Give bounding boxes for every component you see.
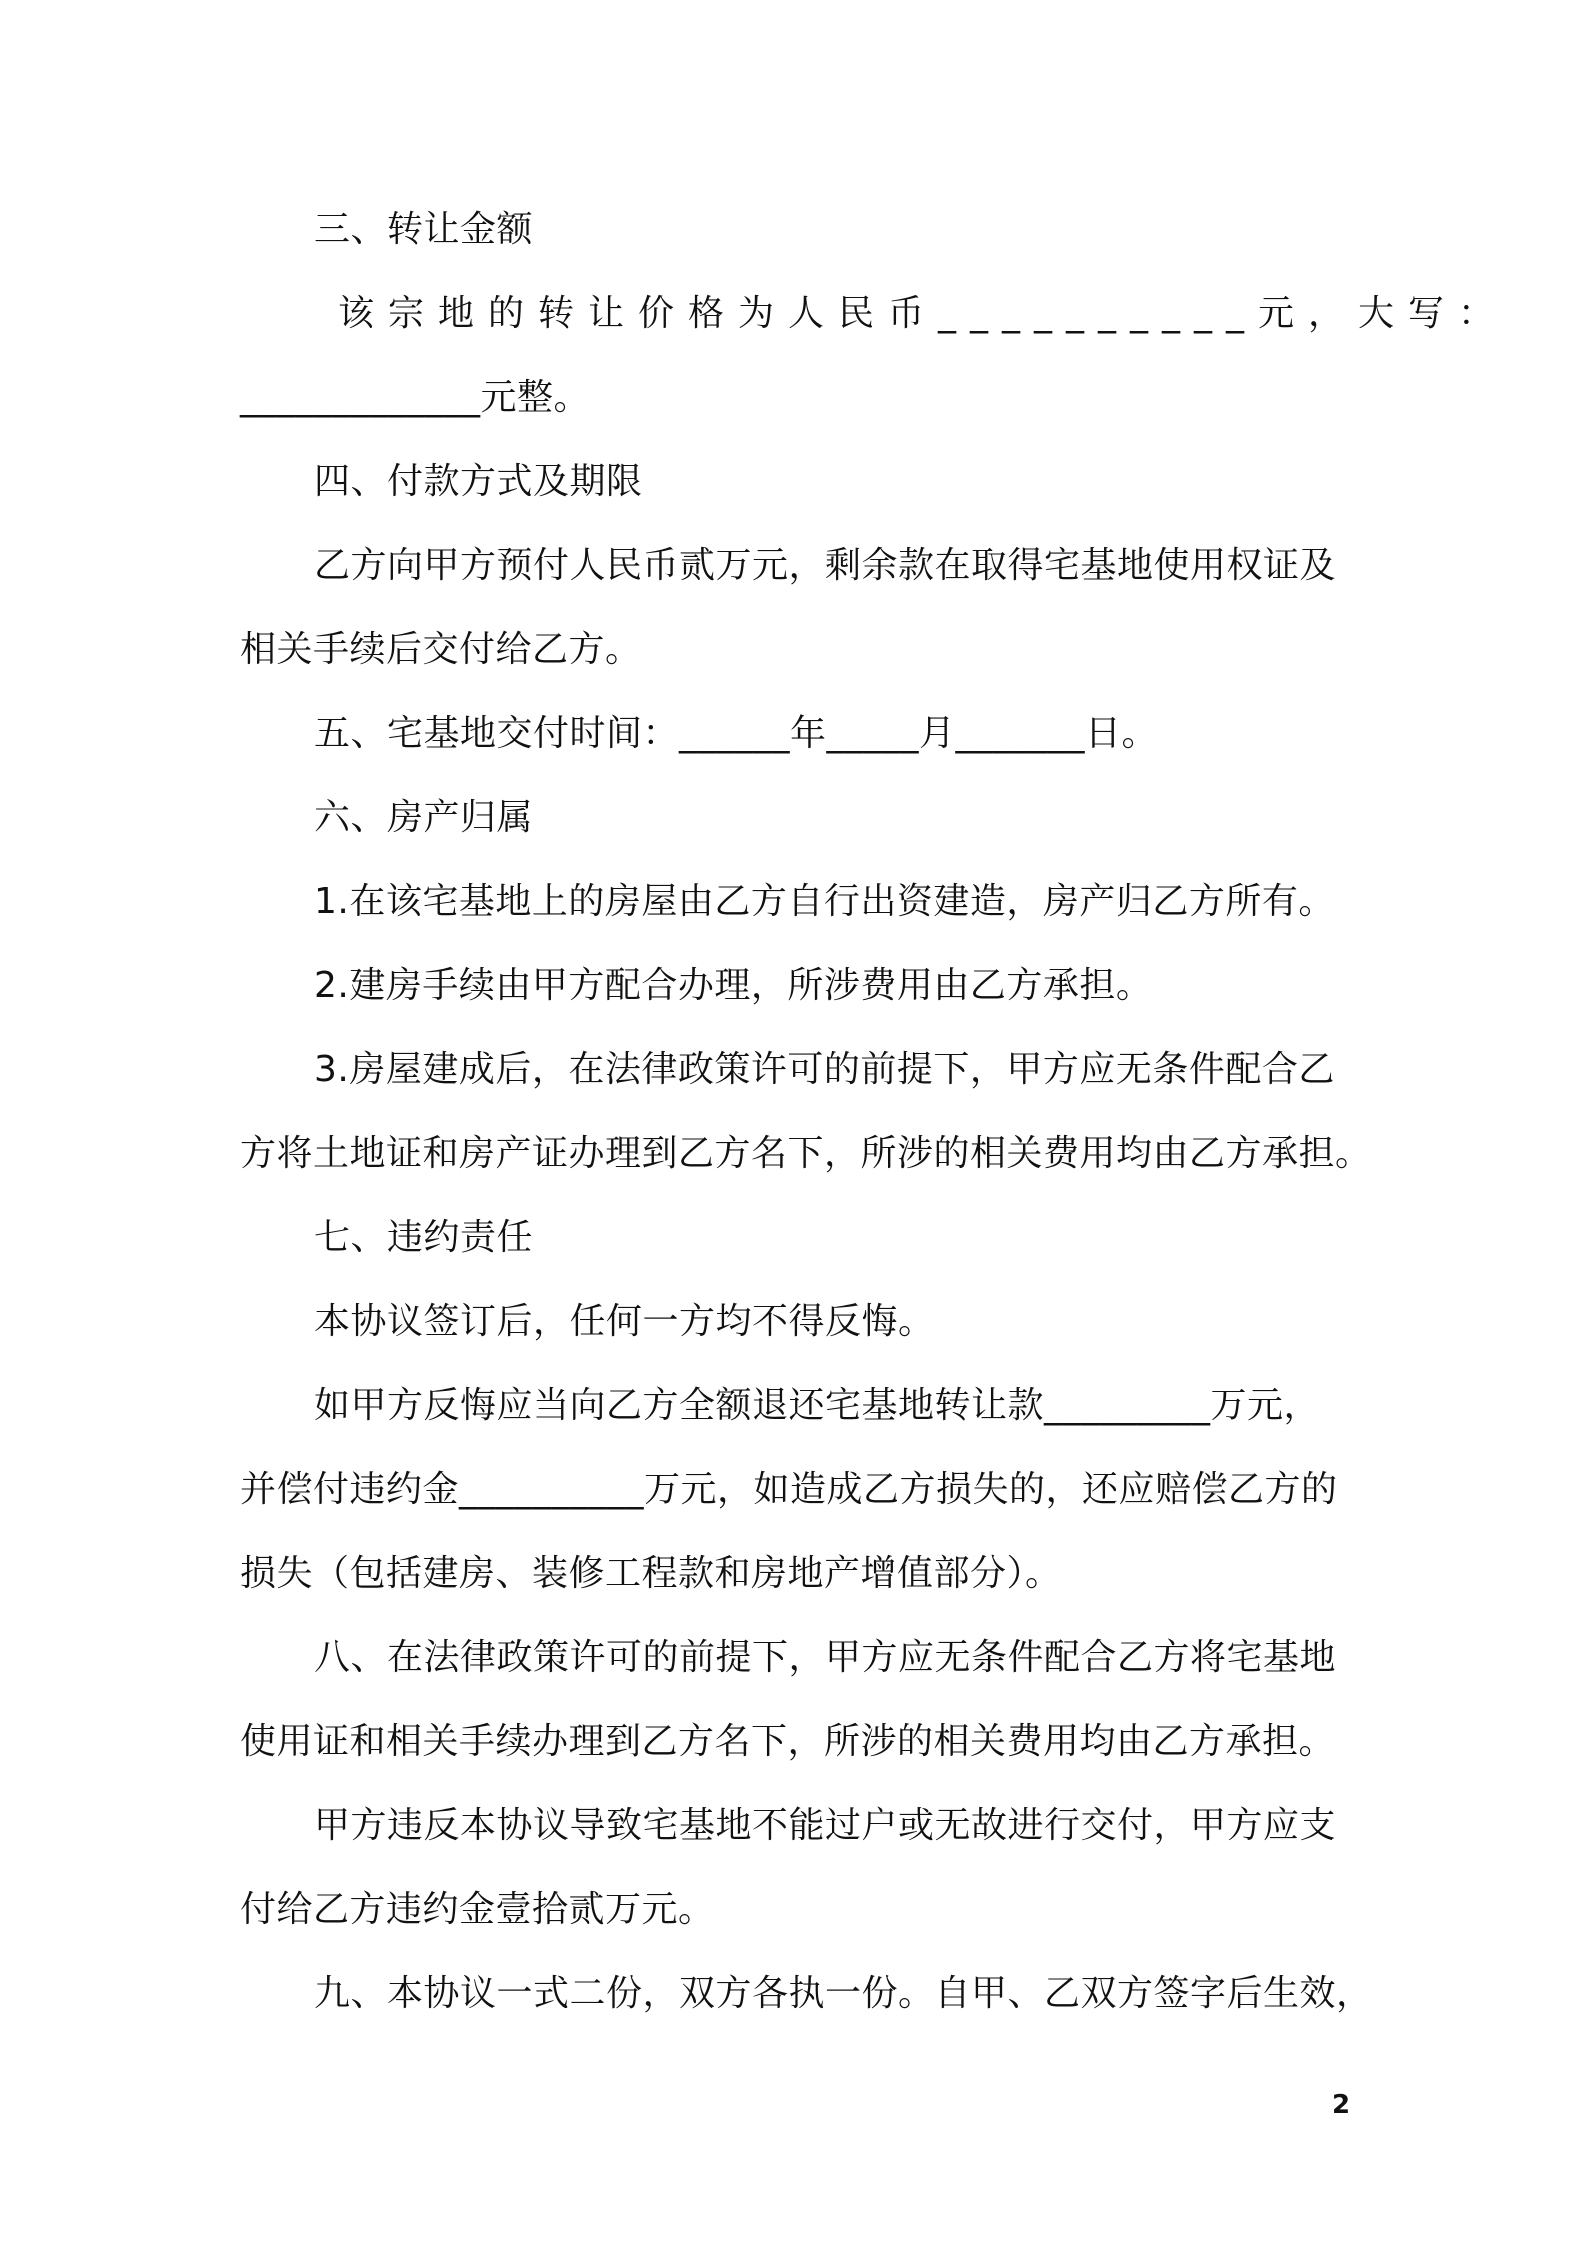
page-number: 2	[1332, 2090, 1351, 2120]
paragraph-line: 该宗地的转让价格为人民币__________元，大写：	[338, 293, 1509, 334]
paragraph-line: 乙方向甲方预付人民币贰万元，剩余款在取得宅基地使用权证及	[314, 545, 1337, 586]
section-heading-5: 五、宅基地交付时间：______年_____月_______日。	[314, 713, 1159, 754]
paragraph-line: _____________元整。	[240, 377, 591, 418]
paragraph-line: 1.在该宅基地上的房屋由乙方自行出资建造，房产归乙方所有。	[314, 881, 1335, 922]
paragraph-line: 方将土地证和房产证办理到乙方名下，所涉的相关费用均由乙方承担。	[240, 1133, 1372, 1174]
paragraph-line: 并偿付违约金__________万元，如造成乙方损失的，还应赔偿乙方的	[240, 1469, 1338, 1510]
section-heading-7: 七、违约责任	[314, 1217, 534, 1258]
paragraph-line: 2.建房手续由甲方配合办理，所涉费用由乙方承担。	[314, 965, 1153, 1006]
paragraph-line: 损失（包括建房、装修工程款和房地产增值部分）。	[240, 1553, 1062, 1594]
paragraph-line: 3.房屋建成后，在法律政策许可的前提下，甲方应无条件配合乙	[314, 1049, 1335, 1090]
paragraph-line: 相关手续后交付给乙方。	[240, 629, 642, 670]
section-heading-9: 九、本协议一式二份，双方各执一份。自甲、乙双方签字后生效，	[314, 1973, 1373, 2014]
section-heading-6: 六、房产归属	[314, 797, 534, 838]
section-heading-8: 八、在法律政策许可的前提下，甲方应无条件配合乙方将宅基地	[314, 1637, 1337, 1678]
section-heading-4: 四、付款方式及期限	[314, 461, 643, 502]
paragraph-line: 本协议签订后，任何一方均不得反悔。	[314, 1301, 935, 1342]
paragraph-line: 如甲方反悔应当向乙方全额退还宅基地转让款_________万元，	[314, 1385, 1321, 1426]
paragraph-line: 使用证和相关手续办理到乙方名下，所涉的相关费用均由乙方承担。	[240, 1721, 1336, 1762]
section-heading-3: 三、转让金额	[314, 209, 534, 250]
paragraph-line: 甲方违反本协议导致宅基地不能过户或无故进行交付，甲方应支	[314, 1805, 1337, 1846]
paragraph-line: 付给乙方违约金壹拾贰万元。	[240, 1889, 715, 1930]
